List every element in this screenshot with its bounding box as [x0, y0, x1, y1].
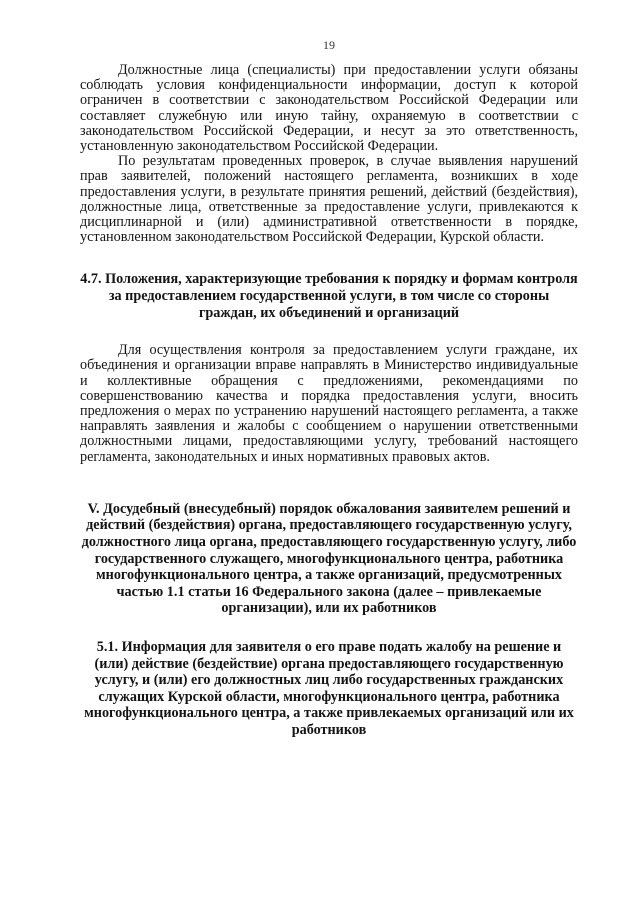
paragraph-inspection-results: По результатам проведенных проверок, в случае выявления нарушений прав заявителей, положений настоящего регламента, возникших в ходе предоставления услуги, в результате принятия решений, действий (бездействия), должностные лица, ответственные за предоставление услуги, привлекаются к дисциплинарной и (или) административной ответственности в порядке, установленном законодательством Российской Федерации, Курской области.: [80, 153, 578, 246]
paragraph-citizen-control: Для осуществления контроля за предоставлением услуги граждане, их объединения и организации вправе направлять в Министерство индивидуальные и коллективные обращения с предложениями, рекомендациями по совершенствованию качества и порядка предоставления услуги, вносить предложения о мерах по устранению нарушений настоящего регламента, а также направлять заявления и жалобы с сообщением о нарушении ответственными должностными лицами, предоставляющими услугу, требований настоящего регламента, законодательных и иных нормативных правовых актов.: [80, 342, 578, 465]
section-heading-v: V. Досудебный (внесудебный) порядок обжалования заявителем решений и действий (бездействия) органа, предоставляющего государственную услугу, должностного лица органа, предоставляющего государственную услугу, либо государственного служащего, многофункционального центра, работника многофункционального центра, а также организаций, предусмотренных частью 1.1 статьи 16 Федерального закона (далее – привлекаемые организации), или их работников: [81, 500, 577, 617]
paragraph-confidentiality: Должностные лица (специалисты) при предоставлении услуги обязаны соблюдать условия конфиденциальности информации, доступ к которой ограничен в соответствии с законодательством Российской Федерации или составляет служебную или иную тайну, охраняемую в соответствии с законодательством Российской Федерации, и несут за это ответственность, установленную законодательством Российской Федерации.: [80, 62, 578, 155]
page-number: 19: [323, 38, 335, 52]
section-heading-4-7: 4.7. Положения, характеризующие требования к порядку и формам контроля за предоставлением государственной услуги, в том числе со стороны граждан, их объединений и организаций: [80, 271, 578, 321]
section-heading-5-1: 5.1. Информация для заявителя о его праве подать жалобу на решение и (или) действие (бездействие) органа предоставляющего государственную услугу, и (или) его должностных лиц либо государственных гражданских служащих Курской области, многофункционального центра, работника многофункционального центра, а также привлекаемых организаций или их работников: [84, 639, 574, 738]
